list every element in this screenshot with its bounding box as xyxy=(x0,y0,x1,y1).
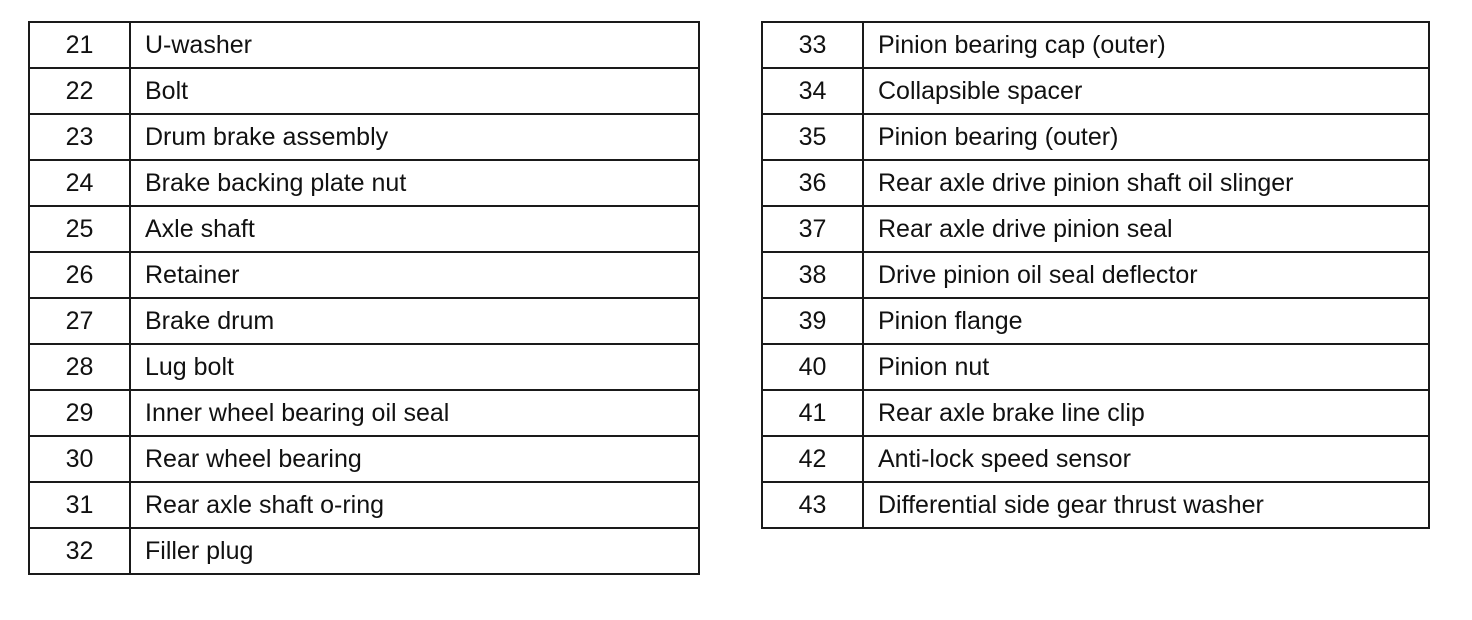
part-description: Rear wheel bearing xyxy=(130,436,699,482)
table-row xyxy=(29,390,699,436)
table-row xyxy=(762,482,1429,528)
part-number: 34 xyxy=(762,68,863,114)
part-description: Brake drum xyxy=(130,298,699,344)
part-number: 41 xyxy=(762,390,863,436)
part-number: 28 xyxy=(29,344,130,390)
part-description: Rear axle shaft o-ring xyxy=(130,482,699,528)
part-number: 32 xyxy=(29,528,130,574)
parts-table-right xyxy=(761,21,1430,529)
table-row xyxy=(762,114,1429,160)
part-number: 29 xyxy=(29,390,130,436)
parts-table-left-body xyxy=(29,22,699,574)
part-description: Anti-lock speed sensor xyxy=(863,436,1429,482)
part-description: Filler plug xyxy=(130,528,699,574)
table-row xyxy=(762,160,1429,206)
table-row xyxy=(29,68,699,114)
part-description: Pinion flange xyxy=(863,298,1429,344)
part-description: Differential side gear thrust washer xyxy=(863,482,1429,528)
part-description: Rear axle drive pinion seal xyxy=(863,206,1429,252)
part-description: Rear axle drive pinion shaft oil slinger xyxy=(863,160,1429,206)
table-row xyxy=(29,436,699,482)
part-description: Pinion bearing cap (outer) xyxy=(863,22,1429,68)
table-row xyxy=(29,160,699,206)
part-number: 43 xyxy=(762,482,863,528)
table-row xyxy=(29,114,699,160)
part-number: 37 xyxy=(762,206,863,252)
part-number: 38 xyxy=(762,252,863,298)
table-row xyxy=(29,344,699,390)
part-description: Axle shaft xyxy=(130,206,699,252)
table-row xyxy=(29,298,699,344)
part-description: U-washer xyxy=(130,22,699,68)
table-row xyxy=(762,298,1429,344)
part-number: 26 xyxy=(29,252,130,298)
parts-table-right-body xyxy=(762,22,1429,528)
part-description: Pinion nut xyxy=(863,344,1429,390)
table-row xyxy=(29,206,699,252)
table-row xyxy=(762,206,1429,252)
table-row xyxy=(762,22,1429,68)
part-description: Drum brake assembly xyxy=(130,114,699,160)
part-number: 40 xyxy=(762,344,863,390)
part-number: 35 xyxy=(762,114,863,160)
parts-table-left xyxy=(28,21,700,575)
part-number: 27 xyxy=(29,298,130,344)
part-description: Rear axle brake line clip xyxy=(863,390,1429,436)
part-description: Collapsible spacer xyxy=(863,68,1429,114)
part-number: 23 xyxy=(29,114,130,160)
table-row xyxy=(29,252,699,298)
part-description: Lug bolt xyxy=(130,344,699,390)
part-number: 39 xyxy=(762,298,863,344)
part-description: Inner wheel bearing oil seal xyxy=(130,390,699,436)
table-row xyxy=(762,344,1429,390)
part-number: 30 xyxy=(29,436,130,482)
part-number: 22 xyxy=(29,68,130,114)
table-row xyxy=(762,252,1429,298)
table-row xyxy=(29,482,699,528)
part-description: Brake backing plate nut xyxy=(130,160,699,206)
table-row xyxy=(29,528,699,574)
part-number: 33 xyxy=(762,22,863,68)
table-row xyxy=(762,436,1429,482)
table-row xyxy=(762,68,1429,114)
part-number: 42 xyxy=(762,436,863,482)
part-number: 36 xyxy=(762,160,863,206)
part-number: 31 xyxy=(29,482,130,528)
part-number: 21 xyxy=(29,22,130,68)
part-description: Pinion bearing (outer) xyxy=(863,114,1429,160)
part-number: 24 xyxy=(29,160,130,206)
part-description: Bolt xyxy=(130,68,699,114)
table-row xyxy=(762,390,1429,436)
part-description: Retainer xyxy=(130,252,699,298)
table-row xyxy=(29,22,699,68)
part-number: 25 xyxy=(29,206,130,252)
part-description: Drive pinion oil seal deflector xyxy=(863,252,1429,298)
